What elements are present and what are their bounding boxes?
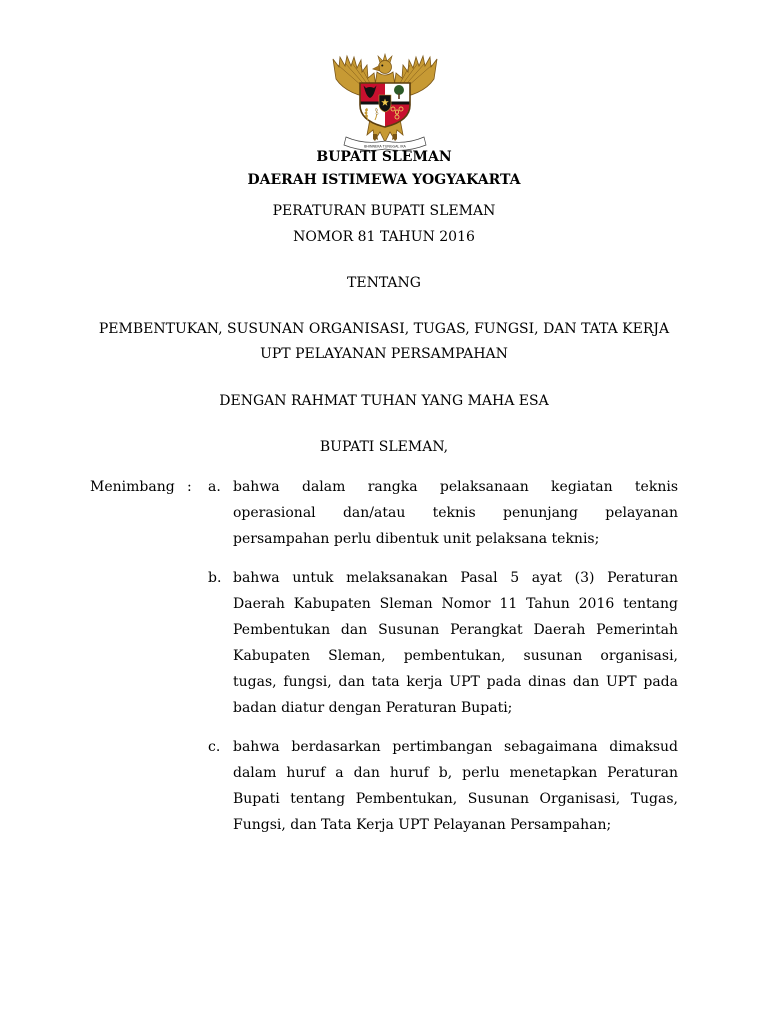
consideration-item [0, 565, 768, 721]
item-text [233, 734, 678, 838]
item-line: Bupati tentang Pembentukan, Susunan Organisasi, Tugas, [233, 791, 678, 807]
about-label: TENTANG [347, 275, 421, 291]
item-line: Pembentukan dan Susunan Perangkat Daerah Pemerintah [233, 622, 678, 638]
issuer-title: BUPATI SLEMAN [316, 149, 452, 165]
item-marker: b. [208, 570, 222, 586]
considerations-list [0, 474, 768, 838]
item-line: Fungsi, dan Tata Kerja UPT Pelayanan Persampahan; [233, 817, 612, 833]
considerations-section [0, 474, 768, 851]
item-marker: c. [208, 739, 221, 755]
regulation-type: PERATURAN BUPATI SLEMAN [272, 203, 496, 219]
regulation-subject-line: UPT PELAYANAN PERSAMPAHAN [260, 346, 508, 362]
item-text [233, 565, 678, 721]
emblem-motto: BHINNEKA TUNGGAL IKA [364, 144, 406, 149]
item-line: bahwa untuk melaksanakan Pasal 5 ayat (3) Peraturan [233, 570, 678, 586]
item-line: tugas, fungsi, dan tata kerja UPT pada dinas dan UPT pada [233, 674, 678, 690]
region-title: DAERAH ISTIMEWA YOGYAKARTA [247, 172, 521, 188]
item-line: dalam huruf a dan huruf b, perlu menetapkan Peraturan [233, 765, 678, 781]
item-line: badan diatur dengan Peraturan Bupati; [233, 700, 513, 716]
item-line: bahwa berdasarkan pertimbangan sebagaimana dimaksud [233, 739, 678, 755]
item-marker: a. [208, 479, 221, 495]
emblem-beak [373, 66, 380, 72]
garuda-pancasila-emblem-icon [330, 53, 440, 153]
considerations-separator: : [187, 479, 192, 495]
emblem-eye [381, 65, 383, 67]
item-line: Daerah Kabupaten Sleman Nomor 11 Tahun 2016 tentang [233, 596, 678, 612]
emblem-head [379, 61, 392, 74]
regulation-subject-line: PEMBENTUKAN, SUSUNAN ORGANISASI, TUGAS, FUNGSI, DAN TATA KERJA [98, 321, 670, 337]
regulation-number: NOMOR 81 TAHUN 2016 [293, 229, 475, 245]
item-line: operasional dan/atau teknis penunjang pelayanan [233, 505, 678, 521]
item-line: bahwa dalam rangka pelaksanaan kegiatan teknis [233, 479, 678, 495]
item-text [233, 474, 678, 552]
item-line: Kabupaten Sleman, pembentukan, susunan organisasi, [233, 648, 678, 664]
item-line: persampahan perlu dibentuk unit pelaksana teknis; [233, 531, 600, 547]
consideration-item [0, 474, 768, 552]
preamble-invocation: DENGAN RAHMAT TUHAN YANG MAHA ESA [219, 393, 549, 409]
considerations-label: Menimbang [90, 479, 175, 495]
preamble-issuer: BUPATI SLEMAN, [319, 439, 449, 455]
consideration-item [0, 734, 768, 838]
